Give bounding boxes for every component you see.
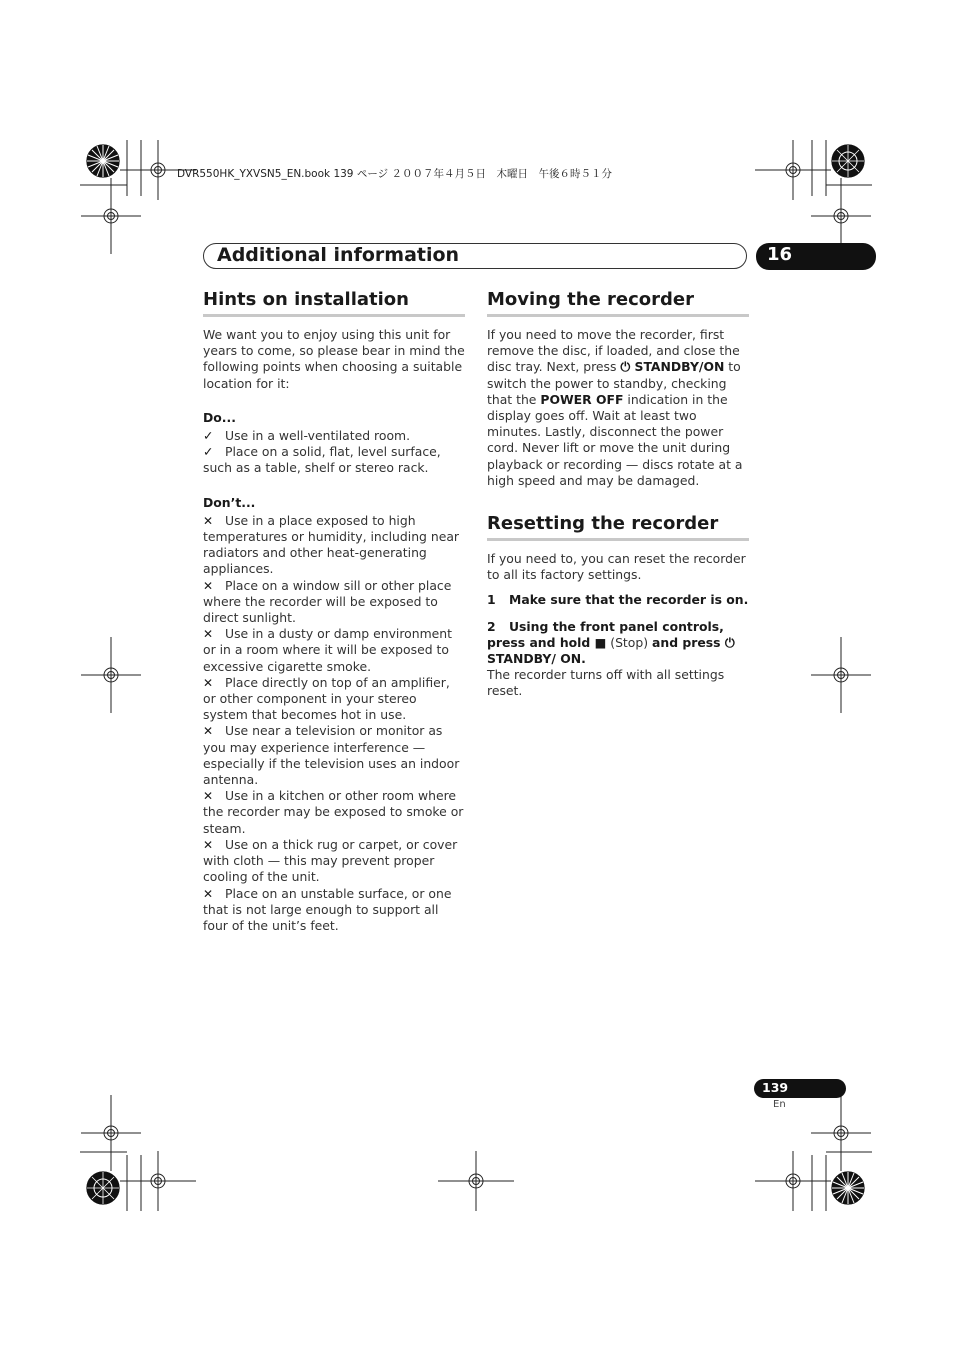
list-item: ✕ Place directly on top of an amplifier, or other component in your stereo system that becomes hot in use. bbox=[203, 674, 450, 723]
cross-icon: ✕ bbox=[203, 627, 214, 642]
step-2: 2 Using the front panel controls, press and hold ■ (Stop) and press ⏻ STANDBY/ ON. bbox=[487, 618, 735, 667]
list-item: ✓ Place on a solid, flat, level surface, such as a table, shelf or stereo rack. bbox=[203, 444, 441, 476]
moving-column bbox=[487, 289, 749, 489]
standby-label: ⏻ STANDBY/ON bbox=[620, 359, 725, 375]
power-off-label: POWER OFF bbox=[540, 391, 624, 407]
list-item: ✕ Place on an unstable surface, or one that is not large enough to support all four of the unit’s feet. bbox=[203, 885, 452, 933]
check-icon: ✓ bbox=[203, 444, 214, 460]
resetting-heading: Resetting the recorder bbox=[487, 513, 749, 541]
do-label: Do... bbox=[203, 409, 236, 425]
cross-icon: ✕ bbox=[203, 724, 214, 739]
cross-icon: ✕ bbox=[203, 886, 214, 901]
list-item: ✕ Use in a kitchen or other room where the recorder may be exposed to smoke or steam. bbox=[203, 788, 464, 836]
dont-list bbox=[203, 513, 465, 934]
print-header: DVR550HK_YXVSN5_EN.book 139 ページ ２００７年４月５日 木曜日 午後６時５１分 bbox=[177, 168, 612, 180]
cross-icon: ✕ bbox=[203, 578, 214, 593]
list-item: ✕ Use on a thick rug or carpet, or cover with cloth — this may prevent proper cooling of the unit. bbox=[203, 836, 458, 885]
cross-icon: ✕ bbox=[203, 789, 214, 804]
crosshair-marks bbox=[81, 140, 871, 1211]
resetting-intro: If you need to, you can reset the recorder to all its factory settings. bbox=[487, 551, 746, 583]
hints-column bbox=[203, 289, 465, 934]
check-icon: ✓ bbox=[203, 428, 214, 444]
do-list bbox=[203, 428, 465, 477]
resetting-result: The recorder turns off with all settings reset. bbox=[487, 667, 725, 699]
list-item: ✕ Use in a place exposed to high temperatures or humidity, including near radiators and other heat-generating appliances. bbox=[203, 512, 460, 577]
chapter-number: 16 bbox=[767, 244, 793, 265]
page-language: En bbox=[773, 1099, 786, 1110]
step-1: 1 Make sure that the recorder is on. bbox=[487, 592, 749, 608]
dont-label: Don’t... bbox=[203, 494, 256, 510]
cross-icon: ✕ bbox=[203, 513, 214, 528]
cross-icon: ✕ bbox=[203, 675, 214, 690]
list-item: ✓ Use in a well-ventilated room. bbox=[203, 428, 411, 444]
moving-heading: Moving the recorder bbox=[487, 289, 749, 317]
moving-text: If you need to move the recorder, first remove the disc, if loaded, and close the disc tray. Next, press ⏻ STANDBY/ON to switch the power to standby, checking that the POWER OFF indication in the display goes off. Wait at least two minutes. Lastly, disconnect the power cord. Never lift or move the unit during playback or recording — discs rotate at a high speed and may be damaged. bbox=[487, 327, 743, 488]
list-item: ✕ Place on a window sill or other place where the recorder will be exposed to direct sunlight. bbox=[203, 577, 452, 626]
list-item: ✕ Use near a television or monitor as you may experience interference — especially if the television uses an indoor antenna. bbox=[203, 723, 460, 788]
cross-icon: ✕ bbox=[203, 837, 214, 852]
page-number: 139 bbox=[762, 1080, 789, 1095]
hints-heading: Hints on installation bbox=[203, 289, 465, 317]
hints-intro: We want you to enjoy using this unit for years to come, so please bear in mind the following points when choosing a suitable location for it: bbox=[203, 327, 465, 391]
resetting-column bbox=[487, 513, 749, 700]
list-item: ✕ Use in a dusty or damp environment or in a room where it will be exposed to excessive cigarette smoke. bbox=[203, 626, 453, 674]
section-title: Additional information bbox=[217, 244, 460, 266]
